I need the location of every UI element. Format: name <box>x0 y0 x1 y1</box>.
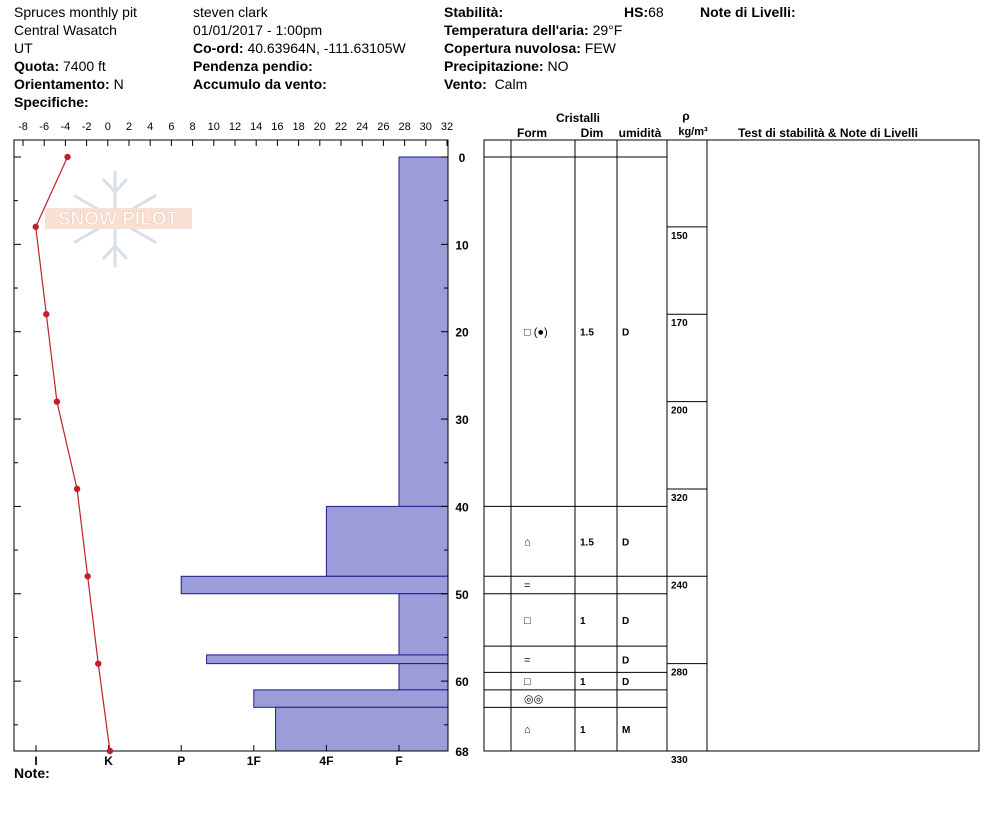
hardness-tick-label: K <box>104 754 113 768</box>
depth-tick-label: 30 <box>455 413 469 428</box>
temp-tick-label: -6 <box>39 121 50 133</box>
hardness-bar <box>254 690 448 707</box>
crystals-header: Cristalli <box>555 111 601 125</box>
watermark-text: SNOW PILOT <box>57 209 179 230</box>
hardness-tick-label: P <box>177 754 186 768</box>
elevation-value: 7400 ft <box>63 58 106 74</box>
layer-notes-label: Note di Livelli: <box>700 4 796 20</box>
temp-tick-label: -4 <box>60 121 71 133</box>
mountain-range: Central Wasatch <box>14 22 117 38</box>
note-label: Note: <box>14 765 50 781</box>
temp-tick-label: 4 <box>147 121 154 133</box>
state: UT <box>14 40 33 56</box>
crystal-moisture: D <box>622 537 630 549</box>
crystal-form: = <box>524 654 531 667</box>
temperature-point <box>84 573 90 579</box>
crystal-moisture: D <box>622 677 630 689</box>
temperature-point <box>74 486 80 492</box>
slope-label: Pendenza pendio: <box>193 58 313 74</box>
density-marks <box>667 227 707 766</box>
air-temp-value: 29°F <box>592 22 623 38</box>
layer-table <box>484 109 979 766</box>
coord-label: Co-ord: <box>193 40 244 56</box>
site-name: Spruces monthly pit <box>14 4 137 20</box>
hardness-bar <box>276 707 448 751</box>
temp-tick-label: 8 <box>189 121 196 133</box>
density-value: 320 <box>671 492 688 504</box>
temp-tick-label: 14 <box>250 121 263 133</box>
density-value: 150 <box>671 230 688 242</box>
temp-tick-label: 6 <box>168 121 175 133</box>
temperature-point <box>95 660 101 666</box>
wind-value: Calm <box>494 76 528 92</box>
crystal-form: □ (●) <box>524 326 548 339</box>
wind-load-label: Accumulo da vento: <box>193 76 327 92</box>
temp-tick-label: 0 <box>104 121 111 133</box>
density-value: 200 <box>671 405 688 417</box>
rho-header: ρ <box>682 109 690 123</box>
depth-tick-label: 20 <box>455 325 469 340</box>
hardness-bar <box>399 157 448 506</box>
hardness-bar <box>399 594 448 655</box>
depth-tick-label: 0 <box>458 151 466 165</box>
form-header: Form <box>517 126 547 140</box>
moisture-header: umidità <box>618 126 662 140</box>
crystal-form: = <box>524 580 531 593</box>
temperature-point <box>107 748 113 754</box>
coord-value: 40.63964N, -111.63105W <box>247 40 406 56</box>
hardness-bars <box>181 157 448 751</box>
hardness-bar <box>326 506 448 576</box>
temp-tick-label: 30 <box>419 121 432 133</box>
temperature-point <box>64 154 70 160</box>
density-unit-header: kg/m³ <box>678 126 708 138</box>
temp-tick-label: 20 <box>313 121 326 133</box>
temperature-point <box>43 311 49 317</box>
crystal-size: 1 <box>580 615 586 627</box>
hs-label: HS: <box>624 4 649 20</box>
temperature-axis <box>18 121 453 146</box>
cloud-label: Copertura nuvolosa: <box>444 40 581 56</box>
depth-tick-label: 10 <box>455 238 469 253</box>
crystal-moisture: D <box>622 615 630 627</box>
density-value: 170 <box>671 318 688 330</box>
stability-notes-header: Test di stabilità & Note di Livelli <box>738 126 918 140</box>
crystal-size: 1.5 <box>580 327 594 339</box>
temp-tick-label: 18 <box>292 121 305 133</box>
size-header: Dim <box>580 126 604 140</box>
crystal-form: ⌂ <box>524 724 531 737</box>
temp-tick-label: 22 <box>334 121 348 133</box>
crystal-size: 1.5 <box>580 537 594 549</box>
hardness-tick-label: 4F <box>319 754 334 768</box>
temp-tick-label: -8 <box>18 121 28 133</box>
cloud-value: FEW <box>584 40 616 56</box>
temperature-point <box>33 224 39 230</box>
temp-tick-label: 2 <box>125 121 133 133</box>
crystal-moisture: M <box>622 725 631 737</box>
hardness-tick-label: 1F <box>246 754 261 768</box>
crystal-form: □ <box>524 614 531 627</box>
hardness-bar <box>207 655 448 664</box>
temp-tick-label: 10 <box>207 121 220 133</box>
crystal-form: ◎◎ <box>524 693 544 706</box>
temp-tick-label: -2 <box>81 121 92 133</box>
elevation-label: Quota: <box>14 58 60 74</box>
table-frame <box>484 140 979 751</box>
aspect-value: N <box>113 76 124 92</box>
specifics-label: Specifiche: <box>14 94 89 110</box>
temperature-point <box>54 398 60 404</box>
temp-tick-label: 24 <box>356 121 369 133</box>
crystal-form: ⌂ <box>524 536 531 549</box>
depth-tick-label: 50 <box>455 587 469 602</box>
depth-tick-label: 68 <box>455 745 469 759</box>
crystal-moisture: D <box>622 327 630 339</box>
crystal-size: 1 <box>580 677 586 689</box>
density-value: 240 <box>671 580 688 592</box>
snowflake-watermark <box>45 172 192 266</box>
aspect-label: Orientamento: <box>14 76 110 92</box>
stability-label: Stabilità: <box>444 4 504 20</box>
observer: steven clark <box>193 4 268 20</box>
temp-tick-label: 16 <box>271 121 284 133</box>
temperature-profile <box>33 154 114 754</box>
temp-tick-label: 32 <box>440 121 454 133</box>
hardness-bar <box>181 576 448 593</box>
crystal-moisture: D <box>622 655 630 667</box>
wind-label: Vento: <box>444 76 487 92</box>
precip-label: Precipitazione: <box>444 58 544 74</box>
temp-tick-label: 26 <box>377 121 390 133</box>
depth-tick-label: 60 <box>455 675 469 690</box>
hardness-tick-label: F <box>395 754 403 768</box>
depth-tick-label: 40 <box>455 500 469 515</box>
air-temp-label: Temperatura dell'aria: <box>444 22 589 38</box>
hardness-tick-label: I <box>34 754 38 768</box>
crystal-form: □ <box>524 676 531 689</box>
datetime: 01/01/2017 - 1:00pm <box>193 22 323 38</box>
density-value: 330 <box>671 755 688 766</box>
density-value: 280 <box>671 667 688 679</box>
precip-value: NO <box>547 58 569 74</box>
crystal-size: 1 <box>580 725 586 737</box>
hardness-bar <box>399 664 448 690</box>
temp-tick-label: 28 <box>398 121 411 133</box>
temp-tick-label: 12 <box>228 121 242 133</box>
hs-value: 68 <box>648 4 664 20</box>
